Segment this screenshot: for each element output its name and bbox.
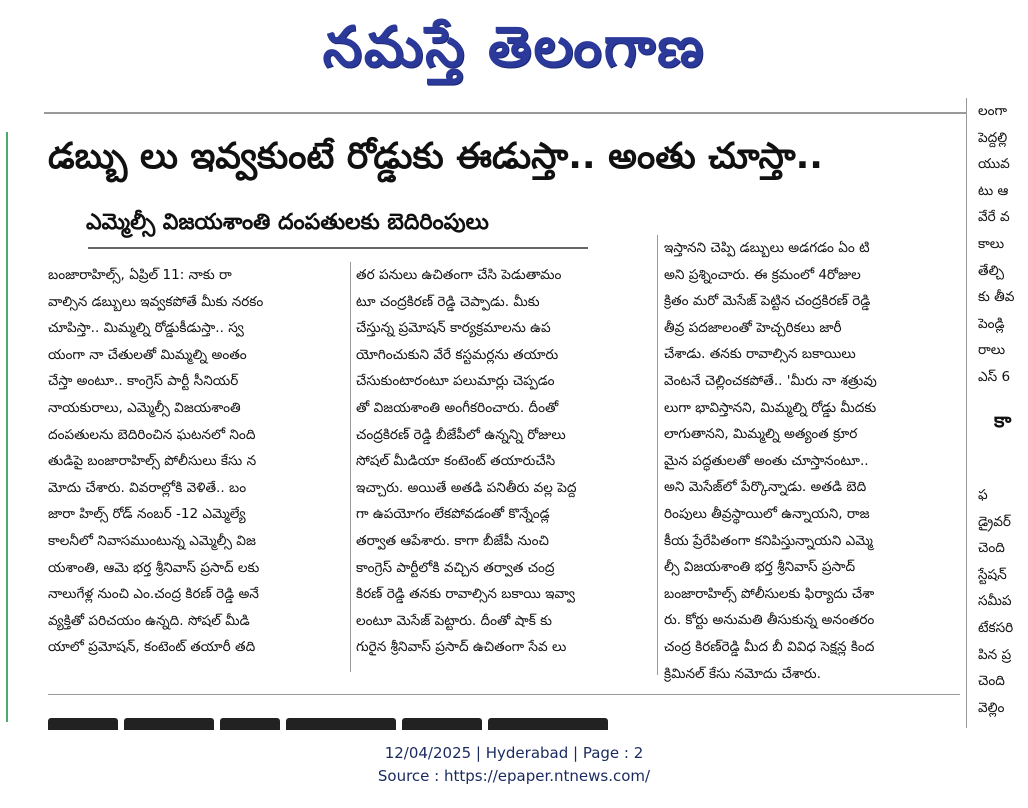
text-line: లంటూ మెసేజ్ పెట్టారు. దీంతో షాక్ కు — [356, 612, 552, 629]
text-line: గా ఉపయోగం లేకపోవడంతో కొన్నేండ్ల — [356, 506, 550, 523]
text-line: క్రితం మరో మెసేజ్ పెట్టిన చంద్రకిరణ్ రెడ్డి — [664, 293, 871, 310]
text-line: స్టేషన్ — [978, 566, 1007, 583]
adjacent-article-heading: కా — [994, 408, 1012, 432]
text-line: క్రిమినల్ కేసు నమోదు చేశారు. — [664, 665, 821, 682]
bottom-rule — [48, 694, 960, 695]
text-line: వేరే వ — [978, 209, 1010, 226]
page-footer — [0, 742, 1028, 788]
text-line: మోదు చేశారు. వివరాల్లోకి వెళితే.. బం — [48, 479, 247, 496]
top-rule — [44, 112, 966, 114]
text-line: యువ — [978, 156, 1010, 173]
text-line: మైన పద్ధతులతో అంతు చూస్తానంటూ.. — [664, 452, 869, 469]
text-line: లాగుతానని, మిమ్మల్ని అత్యంత క్రూర — [664, 426, 858, 443]
text-line: కిరణ్ రెడ్డి తనకు రావాల్సిన బకాయి ఇవ్వా — [356, 586, 575, 603]
text-line: వెల్లిం — [978, 699, 1005, 716]
text-line: యాలో ప్రమోషన్, కంటెంట్ తయారీ తది — [48, 639, 256, 656]
text-line: గురైన శ్రీనివాస్ ప్రసాద్ ఉచితంగా సేవ లు — [356, 639, 567, 656]
adjacent-article-lower — [978, 482, 1028, 721]
text-line: యశాంతి, ఆమె భర్త శ్రీనివాస్ ప్రసాద్ లకు — [48, 559, 260, 576]
text-line: తర పనులు ఉచితంగా చేసి పెడుతామం — [356, 267, 562, 283]
footer-source: Source : https://epaper.ntnews.com/ — [377, 767, 651, 785]
text-line: అని ప్రశ్నించారు. ఈ క్రమంలో 4రోజుల — [664, 266, 861, 283]
text-line: చెంది — [978, 540, 1005, 557]
footer-date-city-page: 12/04/2025 | Hyderabad | Page : 2 — [384, 744, 644, 762]
article-column-3 — [664, 235, 954, 687]
text-line: చేసుకుంటారంటూ పలుమార్లు చెప్పడం — [356, 373, 555, 390]
text-line: చేస్తా అంటూ.. కాంగ్రెస్ పార్టీ సీనియర్ — [48, 373, 239, 390]
masthead-title: నమస్తే తెలంగాణ — [322, 14, 706, 80]
text-line: చేశాడు. తనకు రావాల్సిన బకాయిలు — [664, 346, 856, 363]
text-line: కు తీవ — [978, 289, 1015, 306]
text-line: చెంది — [978, 673, 1005, 690]
article-column-1 — [48, 262, 344, 661]
text-line: లుగా భావిస్తానని, మిమ్మల్ని రోడ్డు మీదకు — [664, 399, 877, 416]
text-line: తర్వాత ఆపేశారు. కాగా బీజేపీ నుంచి — [356, 532, 549, 549]
text-line: వాల్సిన డబ్బులు ఇవ్వకపోతే మీకు నరకం — [48, 293, 264, 310]
text-line: టూ చంద్రకిరణ్ రెడ్డి చెప్పాడు. మీకు — [356, 293, 540, 310]
text-line: కాలు — [978, 235, 1005, 252]
right-column-separator — [966, 98, 967, 728]
text-line: బంజారాహిల్స్, ఏప్రిల్ 11: నాకు రా — [48, 267, 232, 283]
column-separator — [350, 262, 351, 672]
text-line: టు ఆ — [978, 182, 1009, 199]
text-line: రు. కోర్టు అనుమతి తీసుకున్న అనంతరం — [664, 612, 875, 629]
text-line: లంగా — [978, 103, 1008, 119]
text-line: జారా హిల్స్ రోడ్ నంబర్ -12 ఎమ్మెల్యే — [48, 506, 246, 523]
text-line: చంద్రకిరణ్ రెడ్డి బీజేపీలో ఉన్నన్ని రోజులు — [356, 426, 566, 443]
text-line: సోషల్ మీడియా కంటెంట్ తయారుచేసి — [356, 453, 556, 470]
article-headline: డబ్బు లు ఇవ్వకుంటే రోడ్డుకు ఈడుస్తా.. అంతు చూస్తా.. — [48, 136, 823, 177]
text-line: టేకసరి — [978, 619, 1014, 636]
text-line: తేల్చి — [978, 262, 1005, 279]
newspaper-masthead — [0, 8, 1028, 86]
text-line: వ్యక్తితో పరిచయం ఉన్నది. సోషల్ మీడి — [48, 612, 250, 629]
text-line: రాలు — [978, 342, 1006, 359]
text-line: సమీప — [978, 593, 1012, 610]
text-line: అని మెసేజ్‌లో పేర్కొన్నాడు. అతడి బెది — [664, 479, 867, 496]
text-line: వెంటనే చెల్లించకపోతే.. 'మీరు నా శత్రువు — [664, 372, 877, 389]
article-column-2 — [356, 262, 652, 661]
column-separator — [657, 235, 658, 675]
text-line: రింపులు తీవ్రస్థాయిలో ఉన్నాయని, రాజ — [664, 505, 870, 522]
text-line: యంగా నా చేతులతో మిమ్మల్ని అంతం — [48, 346, 247, 363]
text-line: కాలనీలో నివాసముంటున్న ఎమ్మెల్సీ విజ — [48, 532, 256, 549]
text-line: తుడిపై బంజారాహిల్స్ పోలీసులు కేసు న — [48, 453, 257, 470]
text-line: ఇచ్చారు. అయితే అతడి పనితీరు వల్ల పెద్ద — [356, 479, 577, 496]
text-line: తీవ్ర పదజాలంతో హెచ్చరికలు జారీ — [664, 319, 842, 336]
text-line: ఫ — [978, 487, 988, 503]
text-line: చూపిస్తా.. మిమ్మల్ని రోడ్డుకీడుస్తా.. స్వ — [48, 320, 244, 337]
text-line: పెండ్లి — [978, 315, 1005, 332]
next-article-cutoff-headline — [48, 712, 638, 730]
text-line: చంద్ర కిరణ్‌రెడ్డి మీద బీ వివిధ సెక్షన్ల కింద — [664, 638, 875, 655]
text-line: తో విజయశాంతి అంగీకరించారు. దీంతో — [356, 399, 559, 416]
text-line: ఇస్తానని చెప్పి డబ్బులు అడగడం ఏం టి — [664, 240, 870, 256]
subhead-underline — [88, 247, 588, 249]
article-subhead: ఎమ్మెల్సీ విజయశాంతి దంపతులకు బెదిరింపులు — [86, 210, 489, 235]
text-line: దంపతులను బెదిరించిన ఘటనలో నింది — [48, 426, 256, 443]
text-line: కీయ ప్రేరేపితంగా కనిపిస్తున్నాయని ఎమ్మె — [664, 532, 873, 549]
text-line: చేస్తున్న ప్రమోషన్ కార్యక్రమాలను ఉప — [356, 320, 551, 337]
text-line: ల్సీ విజయశాంతి భర్త శ్రీనివాస్ ప్రసాద్ — [664, 559, 856, 576]
left-clip-border — [0, 132, 8, 722]
text-line: పిన ప్ర — [978, 646, 1012, 663]
text-line: ఎస్ 6 — [978, 368, 1011, 385]
text-line: బంజారాహిల్స్ పోలీసులకు ఫిర్యాదు చేశా — [664, 585, 875, 602]
text-line: నాలుగేళ్ల నుంచి ఎం.చంద్ర కిరణ్ రెడ్డి అనే — [48, 586, 259, 603]
text-line: యోగించుకుని వేరే కస్టమర్లను తయారు — [356, 346, 559, 363]
text-line: నాయకురాలు, ఎమ్మెల్సీ విజయశాంతి — [48, 399, 241, 416]
text-line: పెద్దల్లి — [978, 129, 1008, 146]
text-line: కాంగ్రెస్ పార్టీలోకి వచ్చిన తర్వాత చంద్ర — [356, 559, 555, 576]
text-line: డ్రైవర్ — [978, 513, 1011, 530]
